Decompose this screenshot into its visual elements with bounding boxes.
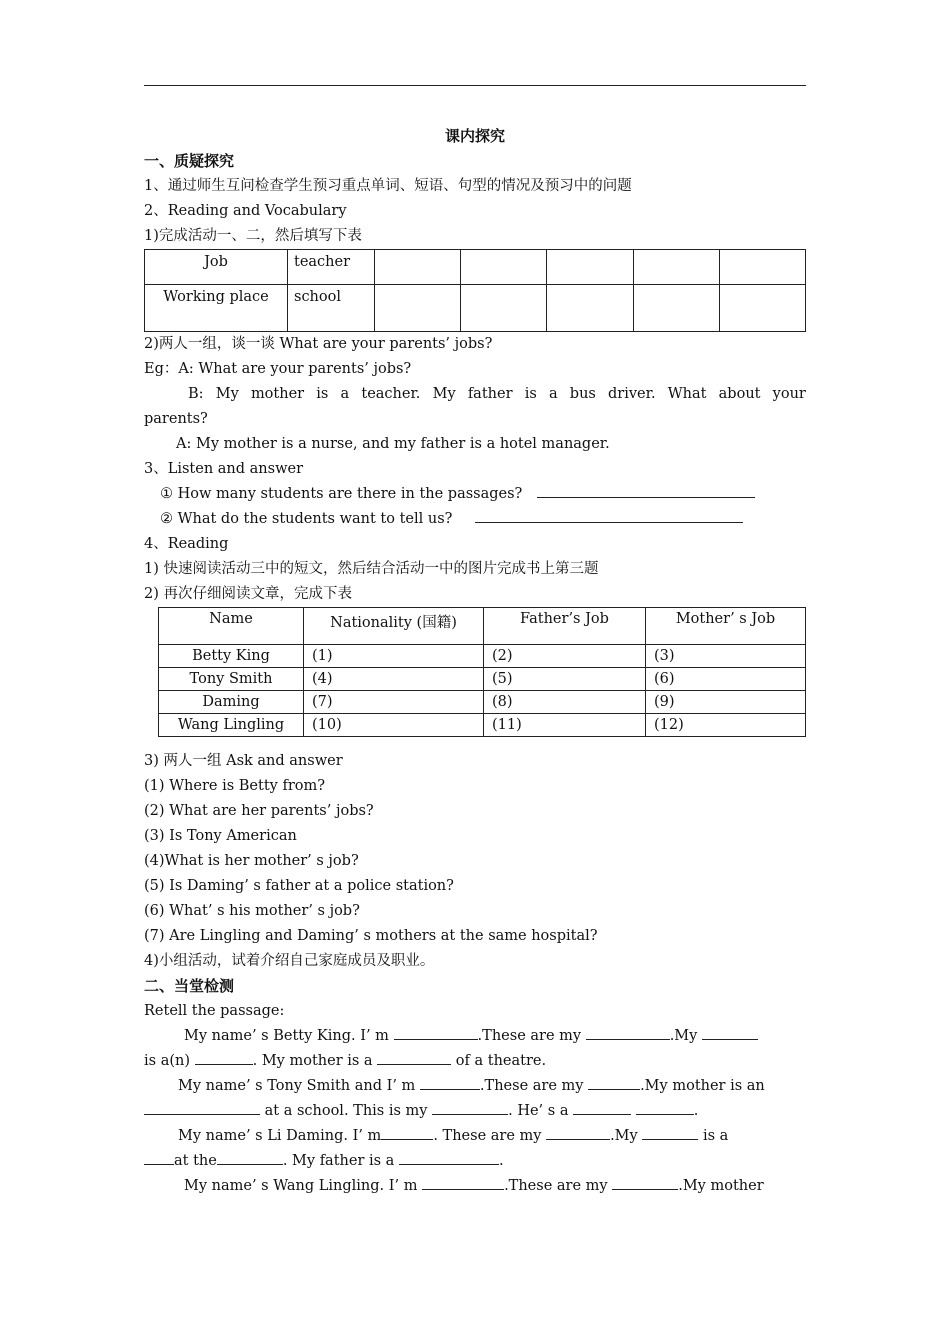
example-b-word: about [718, 386, 761, 402]
example-b-word: What [667, 386, 707, 402]
answer-blank[interactable] [422, 1175, 504, 1190]
listen-question-1: ① How many students are there in the passages? [144, 482, 806, 507]
example-a2: A: My mother is a nurse, and my father is a hotel manager. [176, 436, 610, 452]
retell-line: My name’ s Li Daming. I’ m . These are my .My is a [144, 1124, 806, 1149]
table-row [159, 668, 806, 691]
question-item: (3) Is Tony American [144, 828, 297, 844]
answer-blank[interactable] [573, 1100, 631, 1115]
answer-blank[interactable] [537, 483, 755, 498]
example-b-word: a [548, 386, 558, 402]
answer-blank[interactable] [636, 1100, 694, 1115]
answer-blank[interactable] [642, 1125, 698, 1140]
working-place-label-cell: Working place [145, 285, 288, 332]
answer-blank[interactable] [612, 1175, 678, 1190]
task-1: 1)完成活动一、二，然后填写下表 [144, 228, 362, 244]
table-row [159, 714, 806, 737]
answer-blank[interactable] [399, 1150, 499, 1165]
job-cell [719, 250, 805, 285]
table-row [159, 691, 806, 714]
example-b-word: a [340, 386, 350, 402]
reading-task-3: 3) 两人一组 Ask and answer [144, 753, 343, 769]
retell-line: at a school. This is my . He’ s a . [144, 1099, 806, 1124]
section-2-heading: 二、当堂检测 [144, 977, 235, 995]
table-row [159, 645, 806, 668]
example-b-word: My [432, 386, 456, 402]
working-place-cell [633, 285, 719, 332]
page-title: 课内探究 [444, 127, 505, 145]
listen-question-2: ② What do the students want to tell us? [144, 507, 806, 532]
nationality-cell: (7) [304, 691, 484, 714]
retell-line: at the . My father is a . [144, 1149, 806, 1174]
example-b-word: mother [250, 386, 305, 402]
name-cell: Wang Lingling [159, 714, 304, 737]
mother-job-cell: (12) [646, 714, 806, 737]
header-name: Name [159, 608, 304, 645]
answer-blank[interactable] [394, 1025, 478, 1040]
answer-blank[interactable] [702, 1025, 758, 1040]
item-2: 2、Reading and Vocabulary [144, 203, 347, 219]
example-b-word: driver. [608, 386, 656, 402]
answer-blank[interactable] [195, 1050, 253, 1065]
question-item: (1) Where is Betty from? [144, 778, 326, 794]
father-job-cell: (11) [484, 714, 646, 737]
job-cell [547, 250, 633, 285]
task-2: 2)两人一组，谈一谈 What are your parents’ jobs? [144, 336, 493, 352]
header-father-job: Father’s Job [484, 608, 646, 645]
job-cell [375, 250, 461, 285]
answer-blank[interactable] [586, 1025, 670, 1040]
section-1-heading: 一、质疑探究 [144, 152, 235, 170]
example-b-word: B: [188, 386, 204, 402]
working-place-cell [719, 285, 805, 332]
working-place-cell [547, 285, 633, 332]
question-item: (2) What are her parents’ jobs? [144, 803, 374, 819]
reading-task-4: 4)小组活动，试着介绍自己家庭成员及职业。 [144, 953, 435, 969]
example-b-word: is [316, 386, 329, 402]
job-label-cell: Job [145, 250, 288, 285]
item-3: 3、Listen and answer [144, 461, 304, 477]
job-cell [633, 250, 719, 285]
question-item: (6) What’ s his mother’ s job? [144, 903, 360, 919]
question-item: (5) Is Daming’ s father at a police station? [144, 878, 454, 894]
answer-blank[interactable] [217, 1150, 283, 1165]
father-job-cell: (8) [484, 691, 646, 714]
answer-blank[interactable] [377, 1050, 451, 1065]
worksheet-page [144, 124, 806, 1199]
answer-blank[interactable] [475, 508, 743, 523]
father-job-cell: (2) [484, 645, 646, 668]
answer-blank[interactable] [588, 1075, 640, 1090]
nationality-cell: (10) [304, 714, 484, 737]
name-cell: Daming [159, 691, 304, 714]
job-table-row [145, 250, 806, 285]
job-cell: teacher [288, 250, 375, 285]
header-rule [144, 85, 806, 86]
name-cell: Tony Smith [159, 668, 304, 691]
header-nationality: Nationality (国籍) [304, 608, 484, 645]
answer-blank[interactable] [144, 1100, 260, 1115]
nationality-table-header [159, 608, 806, 645]
mother-job-cell: (3) [646, 645, 806, 668]
example-a: Eg：A: What are your parents’ jobs? [144, 361, 412, 377]
working-place-cell: school [288, 285, 375, 332]
mother-job-cell: (9) [646, 691, 806, 714]
retell-intro: Retell the passage: [144, 1003, 285, 1019]
retell-line: is a(n) . My mother is a of a theatre. [144, 1049, 806, 1074]
working-place-row [145, 285, 806, 332]
name-cell: Betty King [159, 645, 304, 668]
example-b [144, 382, 806, 407]
question-item: (4)What is her mother’ s job? [144, 853, 359, 869]
item-4: 4、Reading [144, 536, 229, 552]
example-b-word: your [772, 386, 806, 402]
working-place-cell [461, 285, 547, 332]
answer-blank[interactable] [420, 1075, 480, 1090]
answer-blank[interactable] [381, 1125, 433, 1140]
answer-blank[interactable] [546, 1125, 610, 1140]
answer-blank[interactable] [144, 1150, 174, 1165]
example-b-word: father [467, 386, 513, 402]
reading-task-1: 1) 快速阅读活动三中的短文，然后结合活动一中的图片完成书上第三题 [144, 561, 599, 577]
example-b-continued: parents? [144, 411, 208, 427]
reading-task-2: 2) 再次仔细阅读文章，完成下表 [144, 586, 352, 602]
job-cell [461, 250, 547, 285]
nationality-table [158, 607, 806, 737]
nationality-cell: (4) [304, 668, 484, 691]
header-mother-job: Mother’ s Job [646, 608, 806, 645]
nationality-cell: (1) [304, 645, 484, 668]
father-job-cell: (5) [484, 668, 646, 691]
example-b-word: teacher. [361, 386, 421, 402]
item-1: 1、通过师生互问检查学生预习重点单词、短语、句型的情况及预习中的问题 [144, 178, 632, 194]
example-b-word: bus [569, 386, 596, 402]
working-place-cell [375, 285, 461, 332]
retell-line: My name’ s Wang Lingling. I’ m .These are my .My mother [144, 1174, 806, 1199]
example-b-word: is [524, 386, 537, 402]
job-table [144, 249, 806, 332]
retell-line: My name’ s Betty King. I’ m .These are my .My [144, 1024, 806, 1049]
mother-job-cell: (6) [646, 668, 806, 691]
example-b-word: My [215, 386, 239, 402]
answer-blank[interactable] [432, 1100, 508, 1115]
question-item: (7) Are Lingling and Daming’ s mothers at the same hospital? [144, 928, 598, 944]
retell-line: My name’ s Tony Smith and I’ m .These are my .My mother is an [144, 1074, 806, 1099]
